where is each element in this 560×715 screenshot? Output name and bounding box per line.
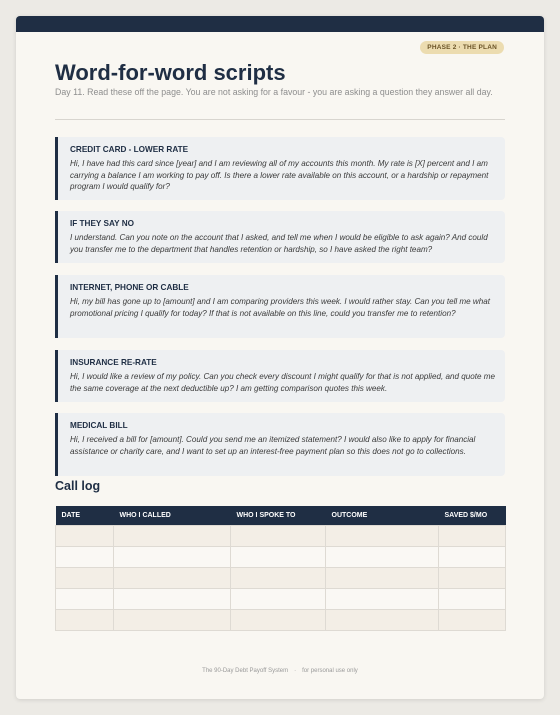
page-subtitle: Day 11. Read these off the page. You are not asking for a favour - you are asking a question they answer all day. [55,87,493,97]
footer-title: The 90-Day Debt Payoff System [202,668,289,674]
table-cell[interactable] [439,589,506,610]
phase-badge: PHASE 2 · THE PLAN [420,41,504,54]
column-header-saved: SAVED $/MO [439,506,506,526]
table-cell[interactable] [326,610,439,631]
table-row [56,589,506,610]
column-header-outcome: OUTCOME [326,506,439,526]
call-log-table [55,506,506,631]
script-title: INSURANCE RE-RATE [70,358,157,367]
table-cell[interactable] [231,610,326,631]
table-cell[interactable] [114,547,231,568]
table-cell[interactable] [439,547,506,568]
table-cell[interactable] [114,568,231,589]
script-title: CREDIT CARD - LOWER RATE [70,145,189,154]
table-row [56,526,506,547]
table-cell[interactable] [326,589,439,610]
table-cell[interactable] [56,526,114,547]
script-card-insurance [55,350,505,402]
footer-separator: · [294,668,297,674]
table-cell[interactable] [114,610,231,631]
script-body: I understand. Can you note on the account that I asked, and tell me when I would be eligible to ask again? And could you transfer me to the department that handles retention or hardship, so I have asked the right team? [70,233,488,254]
table-header-row [56,506,506,526]
call-log-title: Call log [55,479,101,493]
column-header-date: DATE [56,506,114,526]
header-band [16,16,544,32]
footer-note: for personal use only [302,668,358,674]
script-body: Hi, I would like a review of my policy. Can you check every discount I might qualify for that is not applied, and quote me the same coverage at the next deductible up? I am getting comparison quotes this week. [70,372,495,393]
table-cell[interactable] [231,589,326,610]
worksheet-page [16,16,544,699]
table-cell[interactable] [231,547,326,568]
table-cell[interactable] [56,589,114,610]
table-cell[interactable] [56,547,114,568]
script-title: INTERNET, PHONE OR CABLE [70,283,189,292]
script-card-if-they-say-no [55,211,505,263]
script-title: MEDICAL BILL [70,421,128,430]
script-body: Hi, I received a bill for [amount]. Could you send me an itemized statement? I would also like to apply for financial assistance or charity care, and I want to set up an interest-free payment plan so this does not go to collections. [70,435,476,456]
table-row [56,610,506,631]
page-title: Word-for-word scripts [55,60,286,85]
script-title: IF THEY SAY NO [70,219,135,228]
page-footer [16,668,544,674]
column-header-who-spoke: WHO I SPOKE TO [231,506,326,526]
table-cell[interactable] [231,526,326,547]
table-cell[interactable] [439,568,506,589]
script-card-internet-phone [55,275,505,338]
table-cell[interactable] [439,610,506,631]
table-row [56,547,506,568]
table-cell[interactable] [114,589,231,610]
script-body: Hi, I have had this card since [year] and I am reviewing all of my accounts this month. My rate is [X] percent and I am carrying a balance I am working to pay off. Is there a lower rate available on this account, or a hardship or repayment program I would qualify for? [70,159,489,192]
script-card-credit-card [55,137,505,200]
table-cell[interactable] [56,568,114,589]
table-cell[interactable] [114,526,231,547]
script-card-medical-bill [55,413,505,476]
table-cell[interactable] [326,568,439,589]
table-cell[interactable] [56,610,114,631]
table-cell[interactable] [439,526,506,547]
table-cell[interactable] [326,547,439,568]
script-body: Hi, my bill has gone up to [amount] and I am comparing providers this week. I would rather stay. Can you tell me what promotional pricing I qualify for today? If that is not available on this line, could you transfer me to retention? [70,297,491,318]
table-row [56,568,506,589]
table-cell[interactable] [326,526,439,547]
column-header-who-called: WHO I CALLED [114,506,231,526]
table-cell[interactable] [231,568,326,589]
header-divider [55,119,505,120]
